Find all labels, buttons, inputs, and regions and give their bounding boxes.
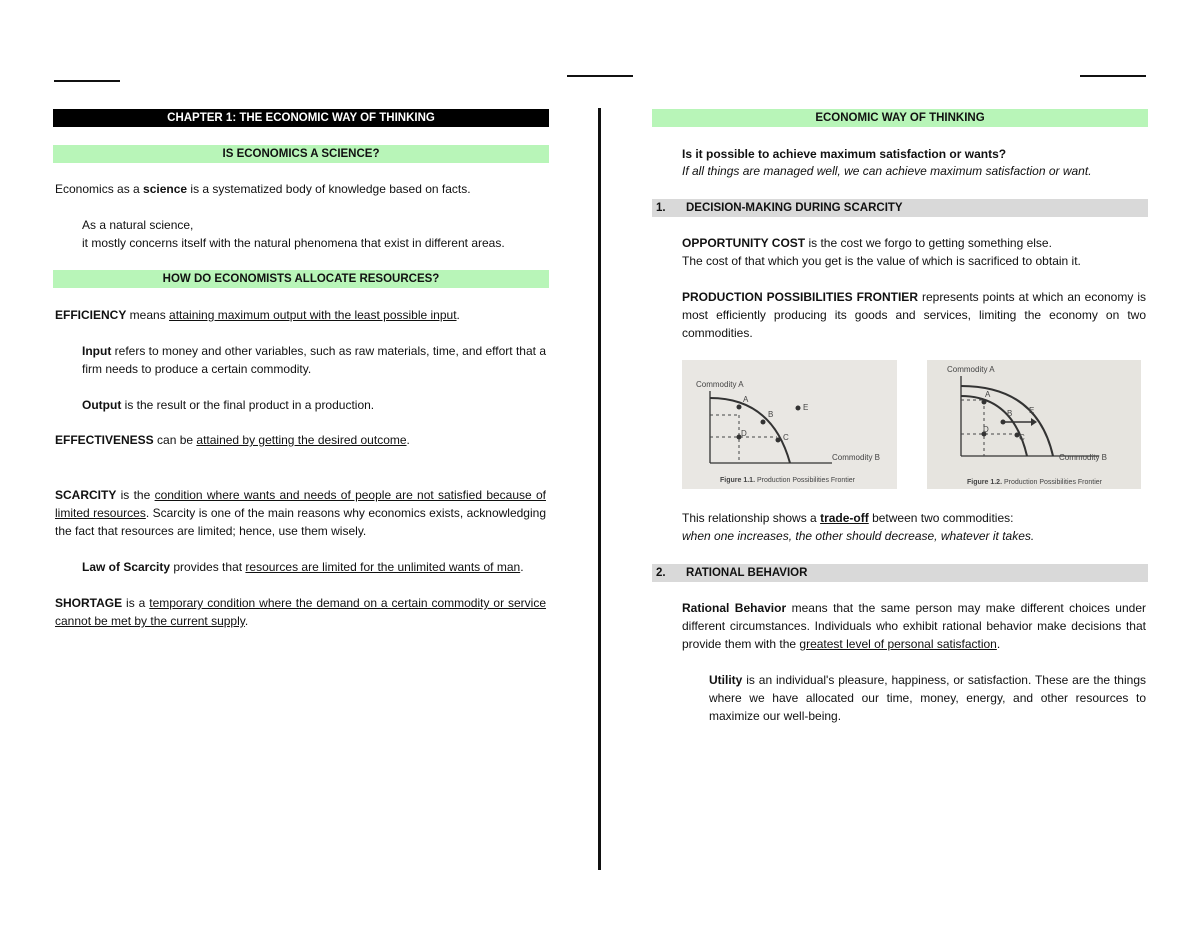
ppf-definition: PRODUCTION POSSIBILITIES FRONTIER represents points at which an economy is most efficiently producing its goods and services, limiting the economy on two commodities. [682,290,1146,340]
fig1-xlabel: Commodity B [832,453,881,462]
fig1-caption: Figure 1.1. Production Possibilities Frontier [720,477,856,484]
fig1-point-a: A [743,395,749,404]
chapter-title: CHAPTER 1: THE ECONOMIC WAY OF THINKING [53,109,549,127]
fig2-point-b: B [1007,409,1013,418]
right-page-title: ECONOMIC WAY OF THINKING [652,109,1148,127]
fig2-point-a: A [985,390,991,399]
page-divider [598,108,601,870]
utility-definition: Utility is an individual's pleasure, happiness, or satisfaction. These are the things where we have allocated our time, money, energy, and other resources to maximize our well-being. [709,673,1146,723]
figure-ppf-2 [927,360,1141,489]
natural-science-note: As a natural science, it mostly concerns itself with the natural phenomena that exist in different areas. [82,218,505,250]
opportunity-cost-definition: OPPORTUNITY COST is the cost we forgo to getting something else. The cost of that which you get is the value of which is sacrificed to obtain it. [682,236,1081,268]
effectiveness-definition: EFFECTIVENESS can be attained by getting the desired outcome. [55,433,410,447]
fig1-point-e: E [803,403,809,412]
section-title-allocate: HOW DO ECONOMISTS ALLOCATE RESOURCES? [53,270,549,288]
trade-off-note: This relationship shows a trade-off between two commodities: when one increases, the other should decrease, whatever it takes. [682,511,1035,543]
input-definition: Input refers to money and other variables, such as raw materials, time, and effort that a firm needs to produce a certain commodity. [82,344,546,376]
section-title-science: IS ECONOMICS A SCIENCE? [53,145,549,163]
fig1-ylabel: Commodity A [696,380,744,389]
rational-behavior-definition: Rational Behavior means that the same person may make different choices under different circumstances. Individuals who exhibit rational behavior make decisions that provide them with the greatest level of personal satisfaction. [682,601,1147,651]
guiding-question: Is it possible to achieve maximum satisfaction or wants? [682,147,1007,161]
fig2-ylabel: Commodity A [947,365,995,374]
section-heading-rational-behavior: 2. RATIONAL BEHAVIOR [652,564,1148,582]
science-definition: Economics as a science is a systematized body of knowledge based on facts. [55,182,471,196]
figure-ppf-1 [682,360,897,489]
fig2-point-e: E [1029,406,1035,415]
top-rule-center [567,75,633,77]
fig2-xlabel: Commodity B [1059,453,1108,462]
fig2-caption: Figure 1.2. Production Possibilities Frontier [967,479,1103,486]
section-heading-decision-making: 1. DECISION-MAKING DURING SCARCITY [652,199,1148,217]
fig1-point-c: C [783,433,789,442]
top-rule-left [54,80,120,82]
guiding-answer: If all things are managed well, we can achieve maximum satisfaction or want. [682,164,1092,178]
output-definition: Output is the result or the final product in a production. [82,398,375,412]
scarcity-definition: SCARCITY is the condition where wants and needs of people are not satisfied because of limited resources. Scarcity is one of the main reasons why economics exists, acknowledging the fact that resources are limited; hence, use them wisely. [55,488,546,538]
top-rule-right [1080,75,1146,77]
efficiency-definition: EFFICIENCY means attaining maximum output with the least possible input. [55,308,460,322]
fig1-point-b: B [768,410,774,419]
law-of-scarcity: Law of Scarcity provides that resources are limited for the unlimited wants of man. [82,560,524,574]
shortage-definition: SHORTAGE is a temporary condition where the demand on a certain commodity or service cannot be met by the current supply. [55,596,547,628]
fig2-point-d: D [983,425,989,434]
fig2-point-c: C [1019,433,1025,442]
fig1-point-d: D [741,429,747,438]
